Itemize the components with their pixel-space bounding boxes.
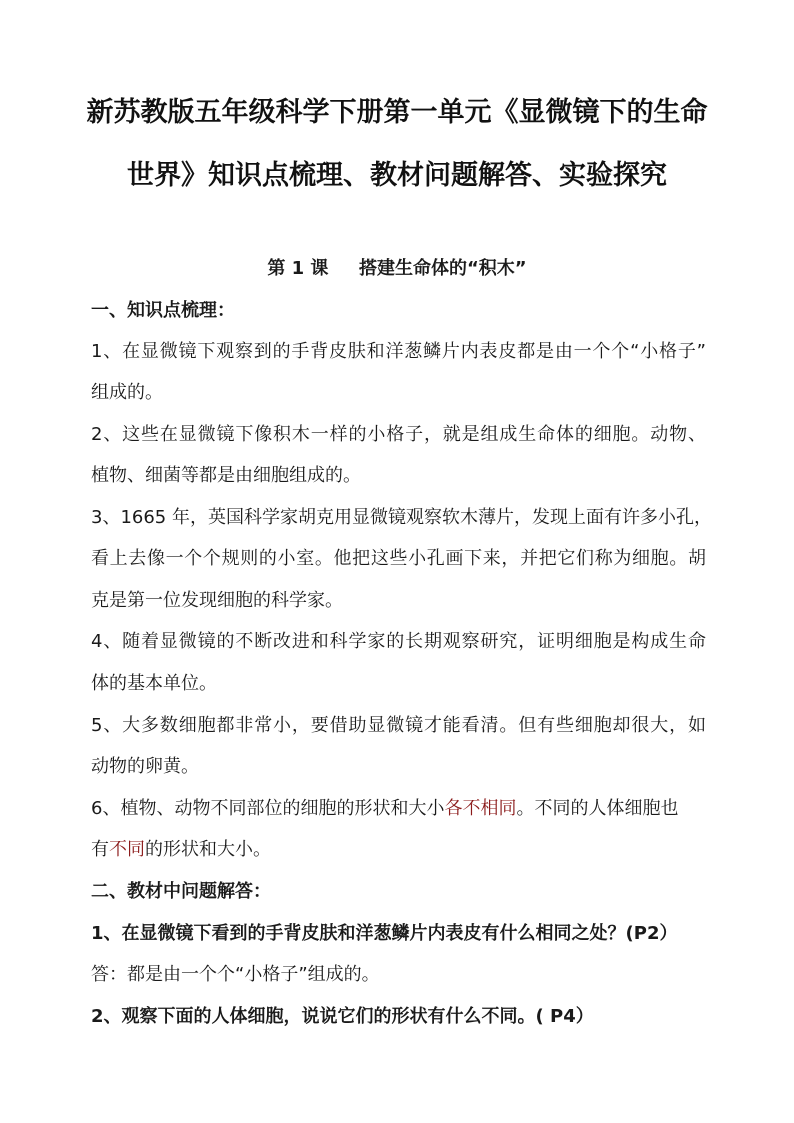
point-1-line-2: 组成的。 bbox=[91, 382, 163, 403]
point-6-text: 的形状和大小。 bbox=[145, 839, 271, 860]
point-3-line-1: 3、1665 年，英国科学家胡克用显微镜观察软木薄片，发现上面有许多小孔， bbox=[91, 507, 712, 528]
section-heading-knowledge: 一、知识点梳理： bbox=[91, 300, 235, 321]
document-title-line1: 新苏教版五年级科学下册第一单元《显微镜下的生命 bbox=[86, 97, 708, 128]
point-6-text: 6、植物、动物不同部位的细胞的形状和大小 bbox=[91, 798, 445, 819]
point-4-line-1: 4、随着显微镜的不断改进和科学家的长期观察研究，证明细胞是构成生命 bbox=[91, 631, 706, 652]
point-6-text: 。不同的人体细胞也 bbox=[516, 798, 679, 819]
point-1-line-1: 1、在显微镜下观察到的手背皮肤和洋葱鳞片内表皮都是由一个个“小格子” bbox=[91, 341, 706, 362]
answer-1: 答：都是由一个个“小格子”组成的。 bbox=[91, 964, 380, 985]
point-6-highlight: 各不相同 bbox=[444, 798, 517, 819]
point-4-line-2: 体的基本单位。 bbox=[91, 673, 217, 694]
point-5-line-2: 动物的卵黄。 bbox=[91, 756, 199, 777]
point-6-highlight: 不同 bbox=[109, 839, 145, 860]
document-title-line2: 世界》知识点梳理、教材问题解答、实验探究 bbox=[127, 160, 667, 191]
point-3-line-2: 看上去像一个个规则的小室。他把这些小孔画下来，并把它们称为细胞。胡 bbox=[91, 548, 706, 569]
point-6-line-1 bbox=[91, 794, 706, 820]
question-1: 1、在显微镜下看到的手背皮肤和洋葱鳞片内表皮有什么相同之处？(P2） bbox=[91, 923, 678, 944]
lesson-title: 第 1 课 搭建生命体的“积木” bbox=[267, 258, 527, 279]
point-2-line-2: 植物、细菌等都是由细胞组成的。 bbox=[91, 465, 361, 486]
point-6-text: 有 bbox=[91, 839, 109, 860]
section-heading-questions: 二、教材中问题解答： bbox=[91, 881, 271, 902]
question-2: 2、观察下面的人体细胞，说说它们的形状有什么不同。( P4） bbox=[91, 1006, 594, 1027]
point-2-line-1: 2、这些在显微镜下像积木一样的小格子，就是组成生命体的细胞。动物、 bbox=[91, 424, 706, 445]
point-5-line-1: 5、大多数细胞都非常小，要借助显微镜才能看清。但有些细胞却很大，如 bbox=[91, 715, 706, 736]
point-6-line-2 bbox=[91, 835, 706, 861]
point-3-line-3: 克是第一位发现细胞的科学家。 bbox=[91, 590, 343, 611]
